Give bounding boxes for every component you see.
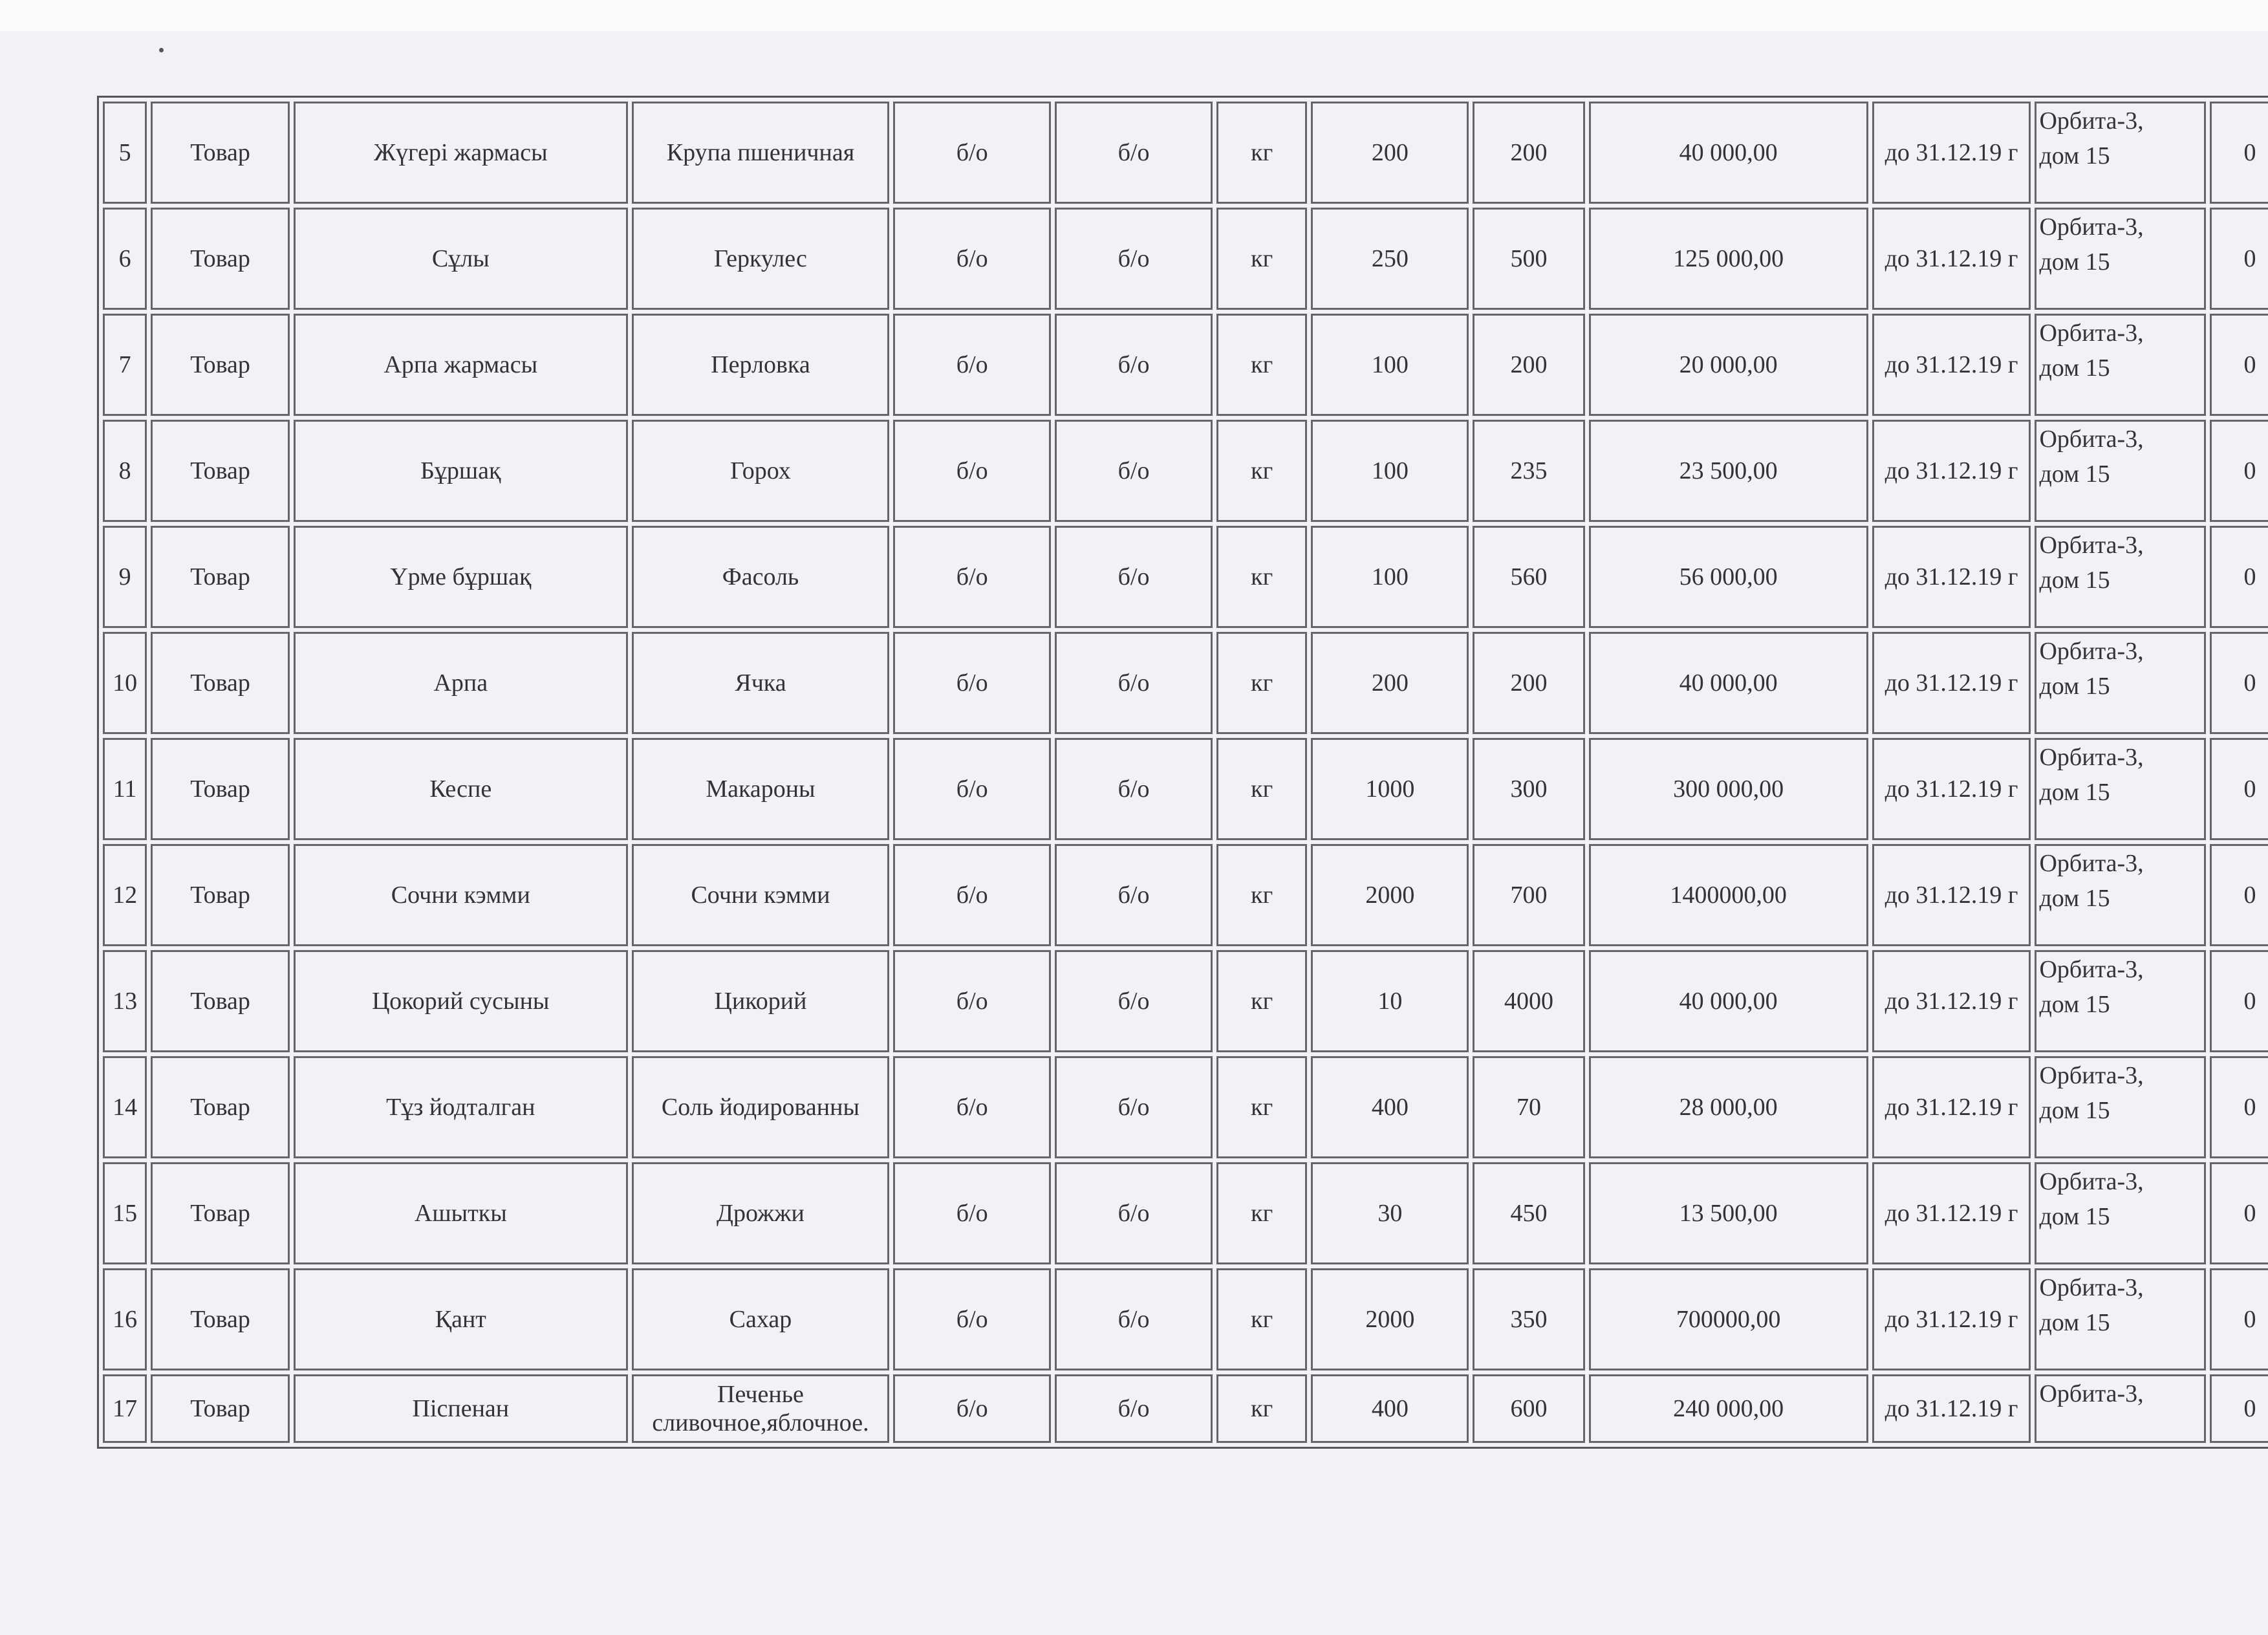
last-column: 0 bbox=[2210, 314, 2268, 416]
delivery-address bbox=[2035, 102, 2205, 204]
item-name-russian: Соль йодированны bbox=[632, 1056, 890, 1158]
total-sum: 56 000,00 bbox=[1589, 526, 1868, 628]
total-sum: 40 000,00 bbox=[1589, 632, 1868, 734]
last-column: 0 bbox=[2210, 1056, 2268, 1158]
delivery-address bbox=[2035, 208, 2205, 310]
row-number: 9 bbox=[103, 526, 147, 628]
unit: кг bbox=[1216, 1374, 1307, 1443]
item-type: Товар bbox=[151, 950, 290, 1052]
item-name-kazakh: Кеспе bbox=[294, 738, 628, 840]
item-name-russian: Макароны bbox=[632, 738, 890, 840]
total-sum: 40 000,00 bbox=[1589, 950, 1868, 1052]
last-column: 0 bbox=[2210, 102, 2268, 204]
unit: кг bbox=[1216, 1162, 1307, 1264]
row-number: 7 bbox=[103, 314, 147, 416]
row-number: 10 bbox=[103, 632, 147, 734]
unit-price: 4000 bbox=[1473, 950, 1585, 1052]
delivery-address bbox=[2035, 314, 2205, 416]
item-type: Товар bbox=[151, 1268, 290, 1370]
scan-top-edge bbox=[0, 0, 2268, 31]
column-bo-2: б/о bbox=[1055, 632, 1213, 734]
row-number: 17 bbox=[103, 1374, 147, 1443]
column-bo-1: б/о bbox=[893, 1268, 1051, 1370]
last-column: 0 bbox=[2210, 1374, 2268, 1443]
delivery-term: до 31.12.19 г bbox=[1872, 102, 2031, 204]
total-sum: 1400000,00 bbox=[1589, 844, 1868, 946]
address-line-2: дом 15 bbox=[2039, 460, 2110, 488]
row-number: 14 bbox=[103, 1056, 147, 1158]
unit: кг bbox=[1216, 950, 1307, 1052]
column-bo-2: б/о bbox=[1055, 208, 1213, 310]
table-row bbox=[103, 1374, 2268, 1443]
total-sum: 300 000,00 bbox=[1589, 738, 1868, 840]
unit: кг bbox=[1216, 420, 1307, 522]
address-line-1: Орбита-3, bbox=[2039, 1062, 2144, 1089]
column-bo-1: б/о bbox=[893, 738, 1051, 840]
address-line-1: Орбита-3, bbox=[2039, 319, 2144, 347]
delivery-address bbox=[2035, 526, 2205, 628]
address-line-2: дом 15 bbox=[2039, 1203, 2110, 1230]
ink-dot bbox=[159, 48, 164, 52]
item-type: Товар bbox=[151, 102, 290, 204]
item-name-russian: Фасоль bbox=[632, 526, 890, 628]
total-sum: 13 500,00 bbox=[1589, 1162, 1868, 1264]
item-name-kazakh: Ашыткы bbox=[294, 1162, 628, 1264]
column-bo-2: б/о bbox=[1055, 950, 1213, 1052]
item-type: Товар bbox=[151, 208, 290, 310]
last-column: 0 bbox=[2210, 1268, 2268, 1370]
address-line-2: дом 15 bbox=[2039, 354, 2110, 382]
item-name-kazakh: Қант bbox=[294, 1268, 628, 1370]
delivery-term: до 31.12.19 г bbox=[1872, 1374, 2031, 1443]
address-line-1: Орбита-3, bbox=[2039, 1380, 2144, 1407]
quantity: 100 bbox=[1311, 526, 1469, 628]
address-line-1: Орбита-3, bbox=[2039, 850, 2144, 877]
delivery-term: до 31.12.19 г bbox=[1872, 1162, 2031, 1264]
item-name-kazakh: Цокорий сусыны bbox=[294, 950, 628, 1052]
delivery-address bbox=[2035, 1056, 2205, 1158]
quantity: 100 bbox=[1311, 420, 1469, 522]
delivery-term: до 31.12.19 г bbox=[1872, 420, 2031, 522]
quantity: 400 bbox=[1311, 1374, 1469, 1443]
unit: кг bbox=[1216, 526, 1307, 628]
column-bo-2: б/о bbox=[1055, 844, 1213, 946]
item-name-kazakh: Сочни кэмми bbox=[294, 844, 628, 946]
address-line-2: дом 15 bbox=[2039, 779, 2110, 806]
last-column: 0 bbox=[2210, 632, 2268, 734]
quantity: 2000 bbox=[1311, 844, 1469, 946]
delivery-term: до 31.12.19 г bbox=[1872, 1056, 2031, 1158]
delivery-term: до 31.12.19 г bbox=[1872, 844, 2031, 946]
address-line-2: дом 15 bbox=[2039, 991, 2110, 1018]
unit-price: 700 bbox=[1473, 844, 1585, 946]
item-name-russian: Сахар bbox=[632, 1268, 890, 1370]
unit: кг bbox=[1216, 1056, 1307, 1158]
delivery-address bbox=[2035, 950, 2205, 1052]
total-sum: 40 000,00 bbox=[1589, 102, 1868, 204]
column-bo-1: б/о bbox=[893, 102, 1051, 204]
column-bo-2: б/о bbox=[1055, 102, 1213, 204]
delivery-address bbox=[2035, 1374, 2205, 1443]
quantity: 2000 bbox=[1311, 1268, 1469, 1370]
delivery-term: до 31.12.19 г bbox=[1872, 1268, 2031, 1370]
quantity: 200 bbox=[1311, 632, 1469, 734]
item-type: Товар bbox=[151, 844, 290, 946]
goods-table bbox=[97, 96, 2268, 1449]
last-column: 0 bbox=[2210, 526, 2268, 628]
quantity: 1000 bbox=[1311, 738, 1469, 840]
item-type: Товар bbox=[151, 420, 290, 522]
delivery-term: до 31.12.19 г bbox=[1872, 632, 2031, 734]
unit: кг bbox=[1216, 1268, 1307, 1370]
total-sum: 700000,00 bbox=[1589, 1268, 1868, 1370]
unit-price: 300 bbox=[1473, 738, 1585, 840]
unit-price: 200 bbox=[1473, 314, 1585, 416]
unit-price: 450 bbox=[1473, 1162, 1585, 1264]
address-line-1: Орбита-3, bbox=[2039, 1168, 2144, 1195]
unit-price: 200 bbox=[1473, 102, 1585, 204]
column-bo-2: б/о bbox=[1055, 1162, 1213, 1264]
address-line-1: Орбита-3, bbox=[2039, 426, 2144, 453]
unit: кг bbox=[1216, 844, 1307, 946]
address-line-2: дом 15 bbox=[2039, 142, 2110, 169]
last-column: 0 bbox=[2210, 844, 2268, 946]
total-sum: 240 000,00 bbox=[1589, 1374, 1868, 1443]
column-bo-1: б/о bbox=[893, 526, 1051, 628]
total-sum: 28 000,00 bbox=[1589, 1056, 1868, 1158]
column-bo-2: б/о bbox=[1055, 314, 1213, 416]
column-bo-1: б/о bbox=[893, 1056, 1051, 1158]
column-bo-1: б/о bbox=[893, 1162, 1051, 1264]
item-name-russian: Перловка bbox=[632, 314, 890, 416]
column-bo-2: б/о bbox=[1055, 526, 1213, 628]
quantity: 10 bbox=[1311, 950, 1469, 1052]
delivery-address bbox=[2035, 738, 2205, 840]
unit: кг bbox=[1216, 632, 1307, 734]
item-name-kazakh: Арпа жармасы bbox=[294, 314, 628, 416]
quantity: 30 bbox=[1311, 1162, 1469, 1264]
table-row bbox=[103, 632, 2268, 734]
delivery-address bbox=[2035, 1162, 2205, 1264]
row-number: 6 bbox=[103, 208, 147, 310]
last-column: 0 bbox=[2210, 738, 2268, 840]
delivery-address bbox=[2035, 632, 2205, 734]
table-row bbox=[103, 950, 2268, 1052]
row-number: 15 bbox=[103, 1162, 147, 1264]
address-line-1: Орбита-3, bbox=[2039, 956, 2144, 983]
unit-price: 350 bbox=[1473, 1268, 1585, 1370]
column-bo-1: б/о bbox=[893, 420, 1051, 522]
item-name-kazakh: Арпа bbox=[294, 632, 628, 734]
column-bo-2: б/о bbox=[1055, 1056, 1213, 1158]
row-number: 13 bbox=[103, 950, 147, 1052]
item-type: Товар bbox=[151, 526, 290, 628]
item-type: Товар bbox=[151, 1374, 290, 1443]
last-column: 0 bbox=[2210, 950, 2268, 1052]
unit: кг bbox=[1216, 208, 1307, 310]
item-name-russian: Ячка bbox=[632, 632, 890, 734]
item-type: Товар bbox=[151, 1056, 290, 1158]
address-line-2: дом 15 bbox=[2039, 673, 2110, 700]
item-type: Товар bbox=[151, 314, 290, 416]
table-row bbox=[103, 208, 2268, 310]
last-column: 0 bbox=[2210, 420, 2268, 522]
last-column: 0 bbox=[2210, 1162, 2268, 1264]
address-line-1: Орбита-3, bbox=[2039, 213, 2144, 241]
column-bo-2: б/о bbox=[1055, 1374, 1213, 1443]
quantity: 100 bbox=[1311, 314, 1469, 416]
unit-price: 200 bbox=[1473, 632, 1585, 734]
item-name-russian: Дрожжи bbox=[632, 1162, 890, 1264]
unit-price: 70 bbox=[1473, 1056, 1585, 1158]
item-type: Товар bbox=[151, 1162, 290, 1264]
column-bo-2: б/о bbox=[1055, 1268, 1213, 1370]
unit: кг bbox=[1216, 314, 1307, 416]
item-name-kazakh: Сұлы bbox=[294, 208, 628, 310]
address-line-2: дом 15 bbox=[2039, 567, 2110, 594]
quantity: 250 bbox=[1311, 208, 1469, 310]
delivery-term: до 31.12.19 г bbox=[1872, 950, 2031, 1052]
item-type: Товар bbox=[151, 738, 290, 840]
row-number: 11 bbox=[103, 738, 147, 840]
last-column: 0 bbox=[2210, 208, 2268, 310]
item-name-russian: Печенье сливочное,яблочное. bbox=[632, 1374, 890, 1443]
item-name-kazakh: Жүгері жармасы bbox=[294, 102, 628, 204]
delivery-term: до 31.12.19 г bbox=[1872, 526, 2031, 628]
column-bo-2: б/о bbox=[1055, 420, 1213, 522]
table-row bbox=[103, 1268, 2268, 1370]
column-bo-1: б/о bbox=[893, 844, 1051, 946]
item-name-kazakh: Тұз йодталган bbox=[294, 1056, 628, 1158]
delivery-term: до 31.12.19 г bbox=[1872, 738, 2031, 840]
address-line-1: Орбита-3, bbox=[2039, 638, 2144, 665]
table-row bbox=[103, 844, 2268, 946]
address-line-2: дом 15 bbox=[2039, 1309, 2110, 1336]
item-name-russian: Сочни кэмми bbox=[632, 844, 890, 946]
total-sum: 23 500,00 bbox=[1589, 420, 1868, 522]
unit-price: 235 bbox=[1473, 420, 1585, 522]
column-bo-2: б/о bbox=[1055, 738, 1213, 840]
item-name-russian: Цикорий bbox=[632, 950, 890, 1052]
column-bo-1: б/о bbox=[893, 314, 1051, 416]
column-bo-1: б/о bbox=[893, 1374, 1051, 1443]
address-line-1: Орбита-3, bbox=[2039, 744, 2144, 771]
row-number: 16 bbox=[103, 1268, 147, 1370]
unit-price: 560 bbox=[1473, 526, 1585, 628]
item-name-kazakh: Бұршақ bbox=[294, 420, 628, 522]
item-name-kazakh: Піспенан bbox=[294, 1374, 628, 1443]
address-line-2: дом 15 bbox=[2039, 1097, 2110, 1124]
delivery-term: до 31.12.19 г bbox=[1872, 314, 2031, 416]
column-bo-1: б/о bbox=[893, 208, 1051, 310]
column-bo-1: б/о bbox=[893, 632, 1051, 734]
table-row bbox=[103, 526, 2268, 628]
address-line-2: дом 15 bbox=[2039, 248, 2110, 276]
item-name-russian: Крупа пшеничная bbox=[632, 102, 890, 204]
table-row bbox=[103, 1162, 2268, 1264]
quantity: 400 bbox=[1311, 1056, 1469, 1158]
delivery-term: до 31.12.19 г bbox=[1872, 208, 2031, 310]
item-name-russian: Геркулес bbox=[632, 208, 890, 310]
row-number: 8 bbox=[103, 420, 147, 522]
row-number: 12 bbox=[103, 844, 147, 946]
column-bo-1: б/о bbox=[893, 950, 1051, 1052]
item-type: Товар bbox=[151, 632, 290, 734]
address-line-1: Орбита-3, bbox=[2039, 107, 2144, 135]
address-line-1: Орбита-3, bbox=[2039, 532, 2144, 559]
delivery-address bbox=[2035, 1268, 2205, 1370]
total-sum: 20 000,00 bbox=[1589, 314, 1868, 416]
unit: кг bbox=[1216, 738, 1307, 840]
quantity: 200 bbox=[1311, 102, 1469, 204]
unit-price: 600 bbox=[1473, 1374, 1585, 1443]
address-line-1: Орбита-3, bbox=[2039, 1274, 2144, 1301]
table-row bbox=[103, 102, 2268, 204]
total-sum: 125 000,00 bbox=[1589, 208, 1868, 310]
table-row bbox=[103, 738, 2268, 840]
table-row bbox=[103, 420, 2268, 522]
delivery-address bbox=[2035, 420, 2205, 522]
delivery-address bbox=[2035, 844, 2205, 946]
table-row bbox=[103, 1056, 2268, 1158]
table-row bbox=[103, 314, 2268, 416]
row-number: 5 bbox=[103, 102, 147, 204]
item-name-kazakh: Үрме бұршақ bbox=[294, 526, 628, 628]
unit: кг bbox=[1216, 102, 1307, 204]
unit-price: 500 bbox=[1473, 208, 1585, 310]
item-name-russian: Горох bbox=[632, 420, 890, 522]
address-line-2: дом 15 bbox=[2039, 885, 2110, 912]
